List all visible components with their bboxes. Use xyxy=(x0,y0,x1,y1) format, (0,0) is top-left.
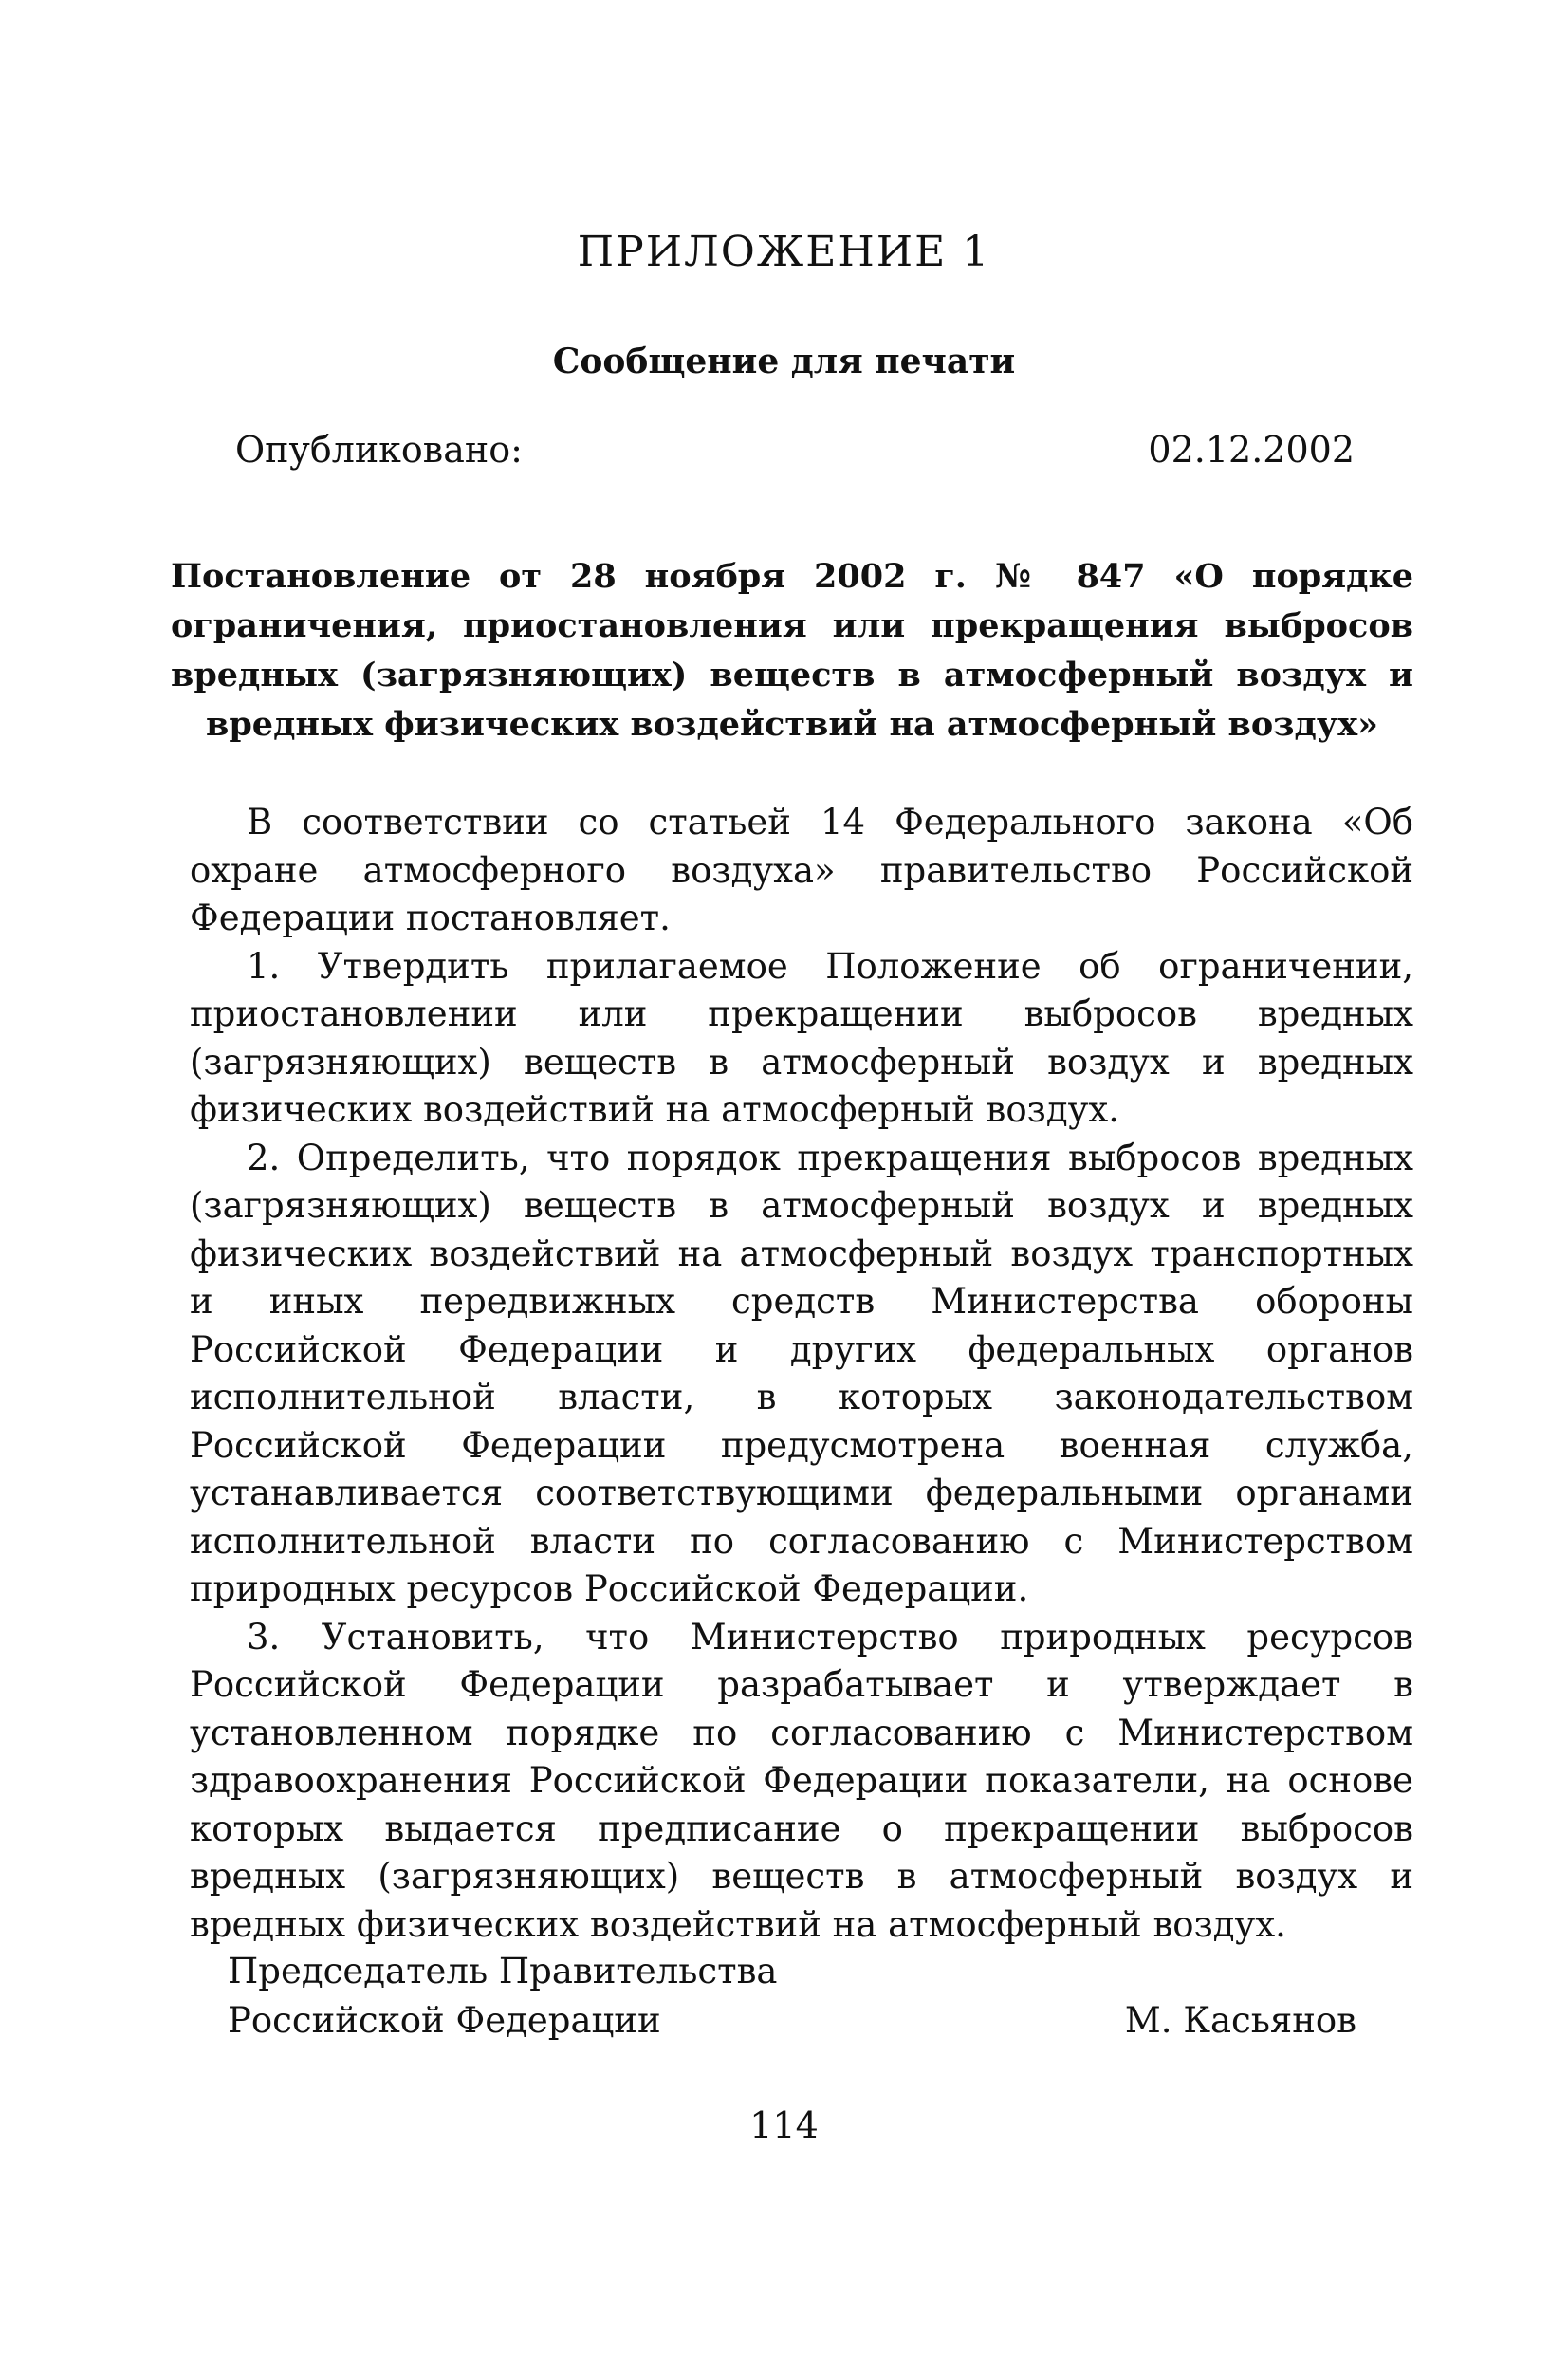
page-number: 114 xyxy=(749,2104,819,2146)
clause-3-paragraph: 3. Установить, что Министерство природных ресурсов Российской Федерации разрабатывает и утверждает в установленном порядке по согласованию с Министерством здравоохранения Российской Федерации показатели, на основе которых выдается предписание о прекращении выбросов вредных (загрязняющих) веществ в атмосферный воздух и вредных физических воздействий на атмосферный воздух. xyxy=(190,1616,1413,1945)
published-label: Опубликовано: xyxy=(235,429,523,471)
signatory-name: М. Касьянов xyxy=(1124,2000,1356,2041)
decree-body xyxy=(190,799,1413,1949)
published-date: 02.12.2002 xyxy=(1148,429,1355,471)
appendix-title: ПРИЛОЖЕНИЕ 1 xyxy=(577,228,991,276)
press-release-label: Сообщение для печати xyxy=(552,342,1016,381)
clause-1-paragraph: 1. Утвердить прилагаемое Положение об ограничении, приостановлении или прекращении выбросов вредных (загрязняющих) веществ в атмосферный воздух и вредных физических воздействий на атмосферный воздух. xyxy=(190,945,1413,1130)
preamble-paragraph: В соответствии со статьей 14 Федерального закона «Об охране атмосферного воздуха» правительство Российской Федерации постановляет. xyxy=(190,802,1413,938)
signatory-position-line2: Российской Федерации xyxy=(228,2000,661,2041)
decree-heading: Постановление от 28 ноября 2002 г. № 847 «О порядке ограничения, приостановления или прекращения выбросов вредных (загрязняющих) веществ в атмосферный воздух и вредных физических воздействий на атмосферный воздух» xyxy=(171,557,1413,744)
clause-2-paragraph: 2. Определить, что порядок прекращения выбросов вредных (загрязняющих) веществ в атмосферный воздух и вредных физических воздействий на атмосферный воздух транспортных и иных передвижных средств Министерства обороны Российской Федерации и других федеральных органов исполнительной власти, в которых законодательством Российской Федерации предусмотрена военная служба, устанавливается соответствующими федеральными органами исполнительной власти по согласованию с Министерством природных ресурсов Российской Федерации. xyxy=(190,1137,1413,1609)
signature-line xyxy=(228,1996,1356,2046)
signature-block xyxy=(228,1947,1356,2046)
signatory-position-line1: Председатель Правительства xyxy=(228,1951,778,1992)
publication-info xyxy=(235,429,1355,471)
